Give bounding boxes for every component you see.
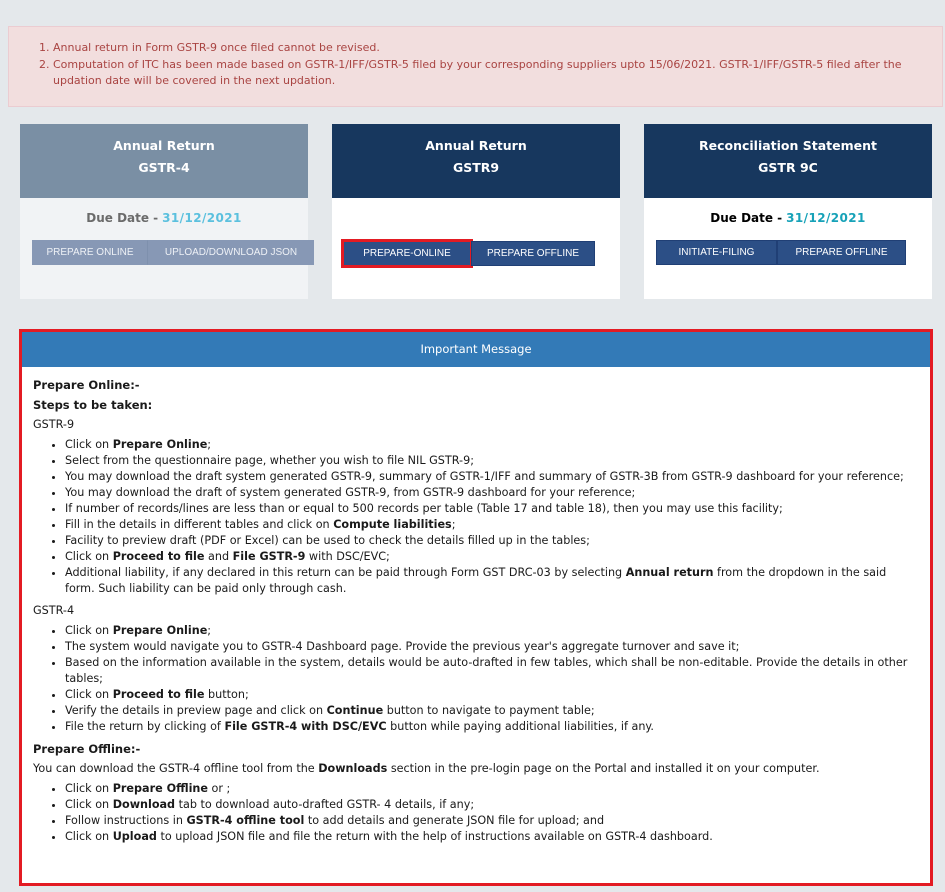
list-item: • Verify the details in preview page and click on Continue button to navigate to payment table;: [65, 703, 919, 719]
list-item: • Select from the questionnaire page, whether you wish to file NIL GSTR-9;: [65, 453, 919, 469]
card-actions: [343, 241, 595, 266]
list-item: • If number of records/lines are less than or equal to 500 records per table (Table 17 and table 18), then you may use this facility;: [65, 501, 919, 517]
card-gstr9c: [644, 124, 932, 299]
prepare-offline-button[interactable]: PREPARE OFFLINE: [471, 241, 595, 266]
list-item: • Follow instructions in GSTR-4 offline tool to add details and generate JSON file for upload; and: [65, 813, 919, 829]
list-item: • The system would navigate you to GSTR-4 Dashboard page. Provide the previous year's aggregate turnover and save it;: [65, 639, 919, 655]
card-header: [332, 124, 620, 198]
important-message-panel: [19, 329, 933, 886]
offline-intro: You can download the GSTR-4 offline tool from the Downloads section in the pre-login page on the Portal and installed it on your computer.: [33, 762, 820, 775]
alert-notice: [8, 26, 943, 107]
prepare-online-heading: Prepare Online:-: [33, 378, 140, 392]
panel-title: Important Message: [22, 332, 930, 367]
list-item: • Click on Prepare Online;: [65, 437, 919, 453]
gstr9-label: GSTR-9: [33, 418, 75, 431]
upload-download-json-button[interactable]: UPLOAD/DOWNLOAD JSON: [148, 240, 314, 265]
due-date-value: 31/12/2021: [162, 211, 242, 225]
card-subtitle: GSTR9: [452, 160, 500, 175]
notice-item: 2. Computation of ITC has been made based on GSTR-1/IFF/GSTR-5 filed by your corresponding suppliers upto 15/06/2021. GSTR-1/IFF/GSTR-5 filed after the updation date will be covered in the next updation.: [53, 57, 922, 90]
due-date-row: [644, 211, 932, 225]
card-subtitle: GSTR-4: [138, 160, 190, 175]
card-actions: [656, 240, 906, 265]
list-item: • Click on Proceed to file and File GSTR-9 with DSC/EVC;: [65, 549, 919, 565]
steps-heading: Steps to be taken:: [33, 398, 153, 412]
list-item: • You may download the draft of system generated GSTR-9, from GSTR-9 dashboard for your reference;: [65, 485, 919, 501]
list-item: • Click on Prepare Offline or ;: [65, 781, 919, 797]
due-date-value: 31/12/2021: [786, 211, 866, 225]
list-item: • Fill in the details in different tables and click on Compute liabilities;: [65, 517, 919, 533]
card-gstr4: [20, 124, 308, 299]
prepare-online-button[interactable]: PREPARE ONLINE: [32, 240, 148, 265]
card-header: [20, 124, 308, 198]
offline-steps: [33, 781, 919, 845]
list-item: • Facility to preview draft (PDF or Excel) can be used to check the details filled up in the tables;: [65, 533, 919, 549]
card-body: [332, 198, 620, 299]
card-subtitle: GSTR 9C: [758, 160, 818, 175]
prepare-offline-heading: Prepare Offline:-: [33, 742, 141, 756]
panel-body: [22, 367, 930, 845]
due-date-label: Due Date -: [710, 211, 783, 225]
list-item: • Click on Prepare Online;: [65, 623, 919, 639]
due-date-label: Due Date -: [86, 211, 159, 225]
card-title: Reconciliation Statement: [698, 138, 878, 153]
list-item: • File the return by clicking of File GSTR-4 with DSC/EVC button while paying additional liabilities, if any.: [65, 719, 919, 735]
gstr9-steps: [33, 437, 919, 597]
list-item: • You may download the draft system generated GSTR-9, summary of GSTR-1/IFF and summary of GSTR-3B from GSTR-9 dashboard for your reference;: [65, 469, 919, 485]
prepare-offline-button[interactable]: PREPARE OFFLINE: [777, 240, 906, 265]
initiate-filing-button[interactable]: INITIATE-FILING: [656, 240, 777, 265]
card-actions: [32, 240, 314, 265]
card-body: [644, 198, 932, 299]
list-item: • Based on the information available in the system, details would be auto-drafted in few tables, which shall be non-editable. Provide the details in other tables;: [65, 655, 919, 687]
prepare-online-button[interactable]: PREPARE-ONLINE: [343, 241, 471, 266]
card-body: [20, 198, 308, 299]
card-gstr9: [332, 124, 620, 299]
list-item: • Click on Download tab to download auto-drafted GSTR- 4 details, if any;: [65, 797, 919, 813]
list-item: • Click on Proceed to file button;: [65, 687, 919, 703]
card-header: [644, 124, 932, 198]
list-item: • Additional liability, if any declared in this return can be paid through Form GST DRC-03 by selecting Annual return from the dropdown in the said form. Such liability can be paid only through cash.: [65, 565, 919, 597]
card-title: Annual Return: [113, 138, 215, 153]
notice-list: [39, 40, 922, 90]
list-item: • Click on Upload to upload JSON file and file the return with the help of instructions available on GSTR-4 dashboard.: [65, 829, 919, 845]
gstr4-label: GSTR-4: [33, 604, 75, 617]
notice-item: 1. Annual return in Form GSTR-9 once filed cannot be revised.: [53, 40, 922, 57]
due-date-row: [20, 211, 308, 225]
gstr4-steps: [33, 623, 919, 735]
card-title: Annual Return: [425, 138, 527, 153]
